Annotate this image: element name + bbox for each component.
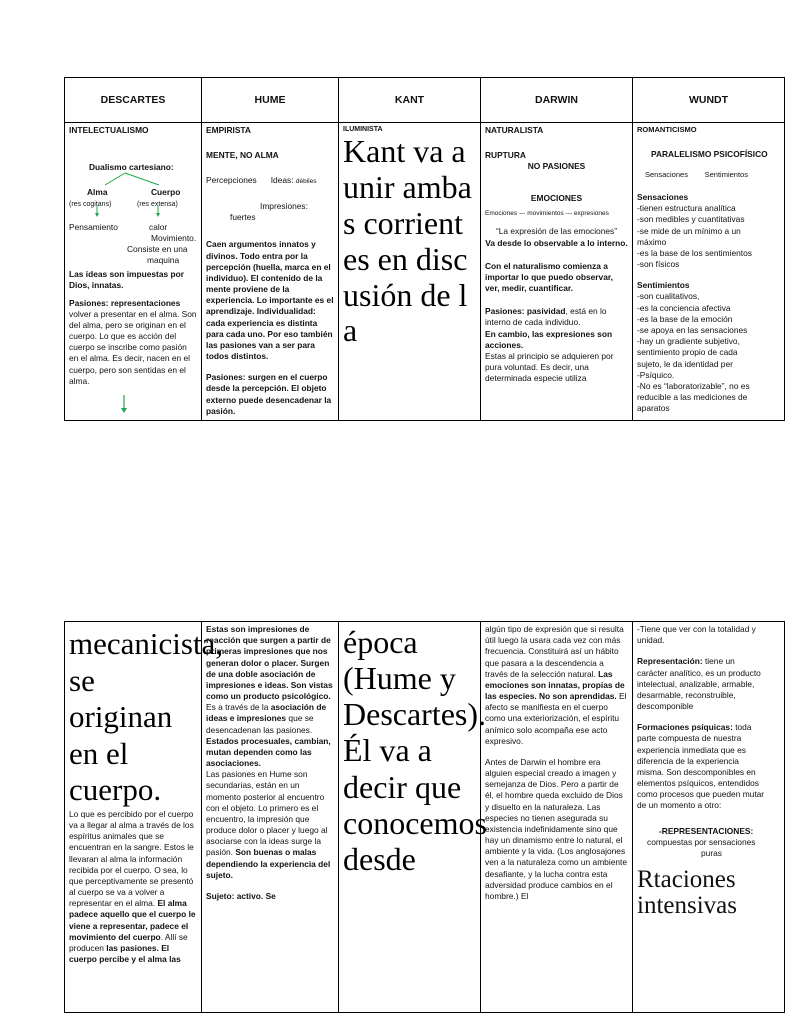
- diagram-calor: calor: [149, 222, 168, 233]
- darwin-label: NATURALISTA: [485, 125, 544, 135]
- header-row: [65, 78, 785, 123]
- content-row-2: [65, 622, 785, 1013]
- darwin-emociones: EMOCIONES: [530, 192, 583, 203]
- wundt-form: Formaciones psíquicas: toda parte compuesta de nuestra experiencia inmediata que es diferencia de la experiencia misma. Son descomponibles en elementos psíquicos, entendidos como procesos que pueden mutar de un momento a otro:: [637, 722, 765, 811]
- diagram-alma: Alma: [87, 187, 108, 198]
- diagram-consiste: Consiste en una: [127, 244, 188, 255]
- diagram-res-cogitans: (res cogitans): [69, 201, 112, 209]
- darwin-ruptura: RUPTURA: [485, 150, 526, 161]
- darwin-p3: En cambio, las expresiones son acciones.: [485, 328, 613, 350]
- list-item: -es la base de los sentimientos: [637, 247, 752, 258]
- cell-kant-2: [339, 622, 487, 1013]
- notes-table-top: [64, 77, 785, 421]
- hume-p5: Estados procesuales, cambian, mutan dependen como las asociaciones.: [206, 735, 331, 769]
- cell-wundt-2: [633, 622, 785, 1013]
- wundt-sub: PARALELISMO PSICOFÍSICO: [651, 148, 768, 159]
- wundt-puras: puras: [701, 847, 722, 858]
- diagram-cuerpo: Cuerpo: [151, 187, 181, 198]
- list-item: -son físicos: [637, 259, 680, 270]
- diagram-maquina: maquina: [147, 255, 180, 266]
- wundt-rep: Representación: tiene un carácter analítico, es un producto intelectual, analizable, armable, desarmable, reconstruible, descomponible: [637, 656, 761, 712]
- cell-hume-2: [202, 622, 339, 1013]
- wundt-big: [637, 867, 780, 920]
- cell-darwin-2: [481, 622, 633, 1013]
- hume-label: EMPIRISTA: [206, 125, 251, 135]
- descartes-big: mecanicista, se originan en el cuerpo.: [69, 626, 224, 808]
- hume-p4: Es a través de la asociación de ideas e impresiones que se desencadenan las pasiones.: [206, 702, 327, 735]
- hume-p1: Caen argumentos innatos y divinos. Todo entra por la percepción (huella, marca en el individuo). El contenido de la mente proviene de la experiencia. Lo importante es el aprendizaje. Individualidad: cada experiencia es distinta para cada uno. Por eso también las pasiones van a ser para todos distintos.: [206, 239, 334, 362]
- kant-label: ILUMINISTA: [343, 126, 383, 133]
- down-arrow-icon: [69, 393, 199, 415]
- list-item: aparatos: [637, 403, 670, 414]
- cell-hume-1: [202, 123, 339, 421]
- hume-p6: Las pasiones en Hume son secundarias, están en un momento posterior al encuentro con el objeto. Lo primero es el encuentro, la impresión que produce dolor o placer y luego al asociarse con la ideas surge la pasión. Son buenas o malas dependiendo la experiencia del sujeto.: [206, 769, 331, 880]
- list-item: sentimiento propio de cada: [637, 347, 738, 358]
- darwin-quote2: Va desde lo observable a lo interno.: [485, 237, 628, 248]
- hume-p3: Estas son impresiones de reacción que surgen a partir de primeras impresiones que nos generan dolor o placer. Surgen de una doble asociación de impresiones e ideas. Son vistas como un producto psicológico.: [206, 624, 333, 702]
- diagram-movimiento: Movimiento.: [151, 233, 197, 244]
- cell-descartes-1: [65, 123, 202, 421]
- diagram-title: Dualismo cartesiano:: [89, 162, 174, 173]
- list-item: -es la base de la emoción: [637, 313, 733, 324]
- cell-kant-1: [339, 123, 481, 421]
- list-item: -Psíquico.: [637, 369, 675, 380]
- darwin-chain: Emociones --- movimientos --- expresiones: [485, 209, 609, 217]
- dualism-diagram: [69, 144, 197, 269]
- list-item: -son medibles y cuantitativas: [637, 214, 745, 225]
- list-item: -son cualitativos,: [637, 291, 700, 302]
- header-darwin: DARWIN: [481, 78, 633, 123]
- list-item: -tienen estructura analítica: [637, 203, 736, 214]
- list-item: reducible a las mediciones de: [637, 392, 748, 403]
- darwin-quote1: “La expresión de las emociones”: [495, 226, 618, 237]
- wundt-list2: [637, 291, 780, 414]
- descartes-p2: Pasiones: representaciones volver a presentar en el alma. Son del alma, pero se originan en el cuerpo. Lo que es acción del cuerpo se inscribe como pasión en el alma. Es decir, nacen en el cuerpo, pero son sentidas en el alma.: [69, 297, 197, 386]
- list-item: -es la conciencia afectiva: [637, 302, 731, 313]
- darwin-p2: Pasiones: pasividad, está en lo interno de cada individuo.: [485, 306, 607, 328]
- hume-p2: Pasiones: surgen en el cuerpo desde la percepción. El objeto externo puede desencadenar la pasión.: [206, 372, 332, 416]
- darwin-no-pasiones: NO PASIONES: [527, 161, 586, 172]
- wundt-label: ROMANTICISMO: [637, 125, 697, 134]
- wundt-h1: Sensaciones: [637, 192, 689, 203]
- content-row-1: [65, 123, 785, 421]
- wundt-l1: -Tiene que ver con la totalidad y: [637, 624, 756, 634]
- hume-p7: Sujeto: activo. Se: [206, 890, 276, 901]
- list-item: sujeto, le da identidad per: [637, 358, 733, 369]
- kant-big-1: Kant va a unir ambas corrientes en discusión de la: [343, 133, 472, 349]
- list-item: -se mide de un mínimo a un: [637, 225, 741, 236]
- wundt-list1: [637, 203, 780, 270]
- descartes-p1: Las ideas son impuestas por Dios, innatas.: [69, 269, 184, 291]
- header-wundt: WUNDT: [633, 78, 785, 123]
- descartes-p3: Lo que es percibido por el cuerpo va a llegar al alma a través de los espíritus animales que se encuentran en la sangre. Estos le llevaran al alma la información recibida por el cuerpo. O sea, lo que perceptivamente se presentó al cuerpo se va a volver a representar en el alma. El alma padece aquello que el cuerpo le viene a representar, padece el movimiento del cuerpo. Allí se producen las pasiones. El cuerpo percibe y el alma las: [69, 808, 196, 965]
- wundt-rep2: -REPRESENTACIONES:: [659, 825, 754, 836]
- darwin-p6: Antes de Darwin el hombre era alguien especial creado a imagen y semejanza de Dios. Pero a partir de él, el hombre queda excluido de Dios y disuelto en la naturaleza. Las especies no tienen asegurada su existencia indefinidamente sino que hay un dinamismo entre lo natural, el ambiente y la vida. (Los anglosajones ven a la naturaleza como un ambiente desafiante, y la lucha contra esta adversidad produce cambios en el hombre.) El: [485, 756, 627, 901]
- list-item: máximo: [637, 236, 667, 247]
- hume-perc-line: Percepciones Ideas: débiles: [206, 175, 317, 186]
- list-item: -No es “laboratorizable”, no es: [637, 380, 750, 391]
- wundt-rep2-sub: compuestas por sensaciones: [647, 836, 756, 847]
- list-item: -se apoya en las sensaciones: [637, 325, 748, 335]
- wundt-l2: unidad.: [637, 635, 665, 646]
- cell-descartes-2: [65, 622, 224, 1013]
- diagram-pensamiento: Pensamiento: [69, 222, 118, 233]
- notes-table-bottom: [64, 621, 785, 1013]
- descartes-label: INTELECTUALISMO: [69, 125, 149, 135]
- hume-impresiones: Impresiones: fuertes: [230, 200, 308, 223]
- hume-sub: MENTE, NO ALMA: [206, 150, 279, 161]
- list-item: -hay un gradiente subjetivo,: [637, 336, 740, 347]
- cell-darwin-1: [481, 123, 633, 421]
- diagram-res-extensa: (res extensa): [137, 201, 178, 209]
- header-descartes: DESCARTES: [65, 78, 202, 123]
- header-kant: KANT: [339, 78, 481, 123]
- wundt-big-text: Rtaciones intensivas: [637, 866, 737, 920]
- cell-wundt-1: [633, 123, 785, 421]
- wundt-sens-line: Sensaciones Sentimientos: [645, 170, 748, 180]
- darwin-p1: Con el naturalismo comienza a importar lo que puedo observar, ver, medir, cuantificar.: [485, 260, 613, 294]
- kant-big-2: época (Hume y Descartes). Él va a decir que conocemos desde: [343, 624, 487, 877]
- header-hume: HUME: [202, 78, 339, 123]
- wundt-h2: Sentimientos: [637, 280, 690, 291]
- darwin-p4: Estas al principio se adquieren por pura voluntad. Es decir, una determinada especie utiliza: [485, 350, 614, 384]
- darwin-p5: algún tipo de expresión que si resulta útil luego la usara cada vez con más frecuencia. Constituirá así un hábito que pasara a la descendencia a través de la selección natural. Las emociones son innatas, propias de las especies. No son aprendidas. El afecto se manifiesta en el cuerpo como una exteriorización, el espíritu anímico solo acompaña ese acto expresivo.: [485, 624, 627, 746]
